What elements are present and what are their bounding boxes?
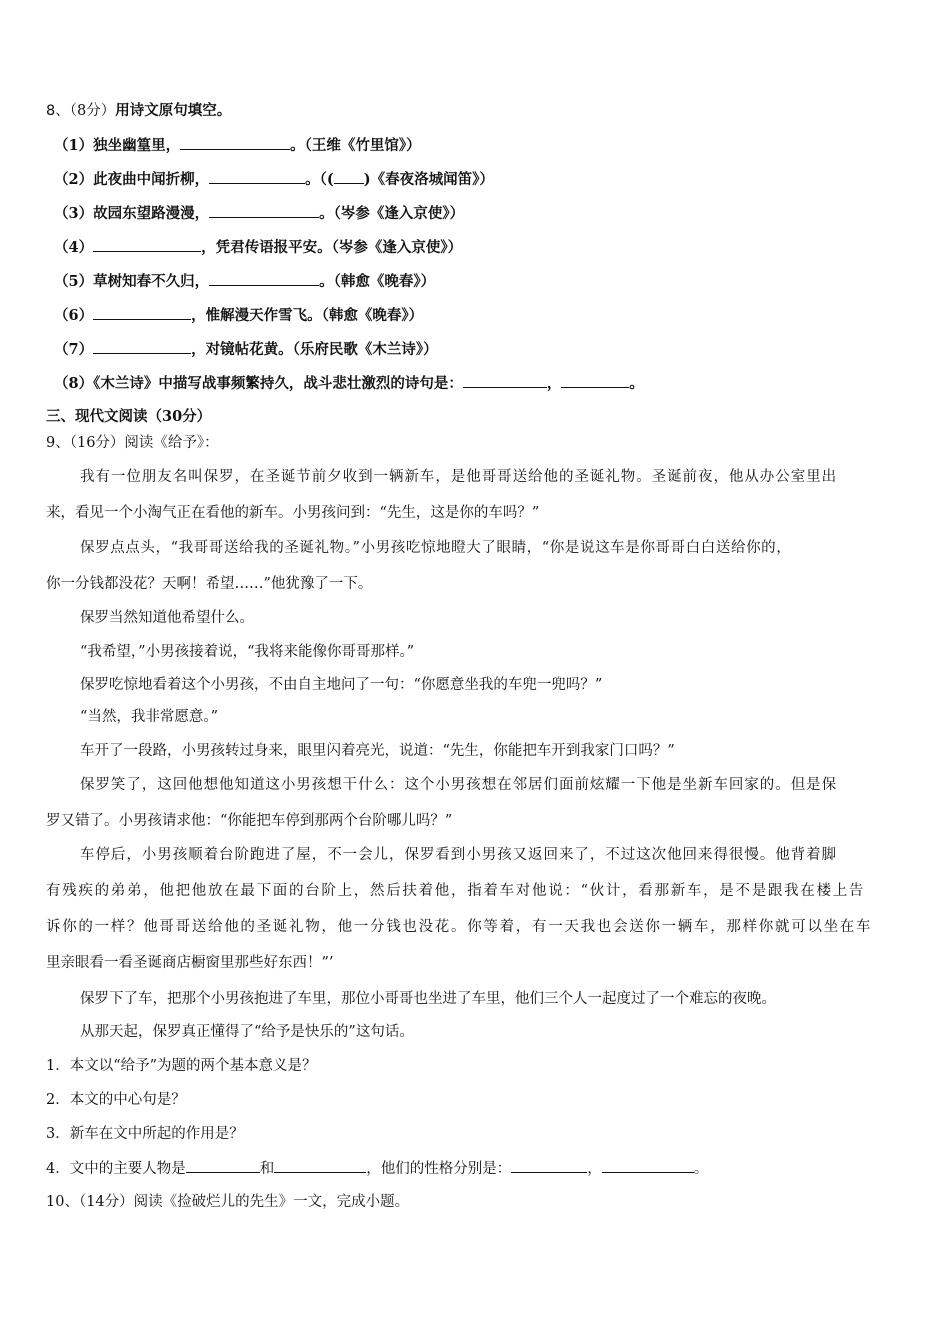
passage-line: 你一分钱都没花？天啊！希望……”他犹豫了一下。 [46, 576, 373, 592]
answer-blank[interactable] [93, 305, 191, 320]
q8-instruction: 用诗文原句填空。 [115, 102, 232, 119]
answer-blank[interactable] [180, 135, 290, 150]
q10-header: 10、（14分）阅读《捡破烂儿的先生》一文，完成小题。 [46, 1194, 410, 1210]
q8-score: （8分） [69, 103, 116, 119]
q8-item-3: （3）故园东望路漫漫， 。（岑参《逢入京使》） [54, 205, 465, 222]
q8-item-8: （8）《木兰诗》中描写战事频繁持久，战斗悲壮激烈的诗句是： ， 。 [54, 375, 644, 392]
passage-line: 保罗当然知道他希望什么。 [80, 610, 254, 626]
q8-item-2: （2）此夜曲中闻折柳， 。（( )《春夜洛城闻笛》） [54, 171, 494, 188]
passage-line: 从那天起，保罗真正懂得了“给予是快乐的”这句话。 [80, 1024, 414, 1040]
passage-line: 诉你的一样？他哥哥送给他的圣诞礼物，他一分钱也没花。你等着，有一天我也会送你一辆车，那样你就可以坐在车 [46, 919, 873, 935]
passage-line: 车开了一段路，小男孩转过身来，眼里闪着亮光，说道：“先生，你能把车开到我家门口吗？” [80, 743, 675, 759]
q9-header: 9、（16分）阅读《给予》： [46, 435, 219, 451]
answer-blank[interactable] [561, 373, 629, 388]
passage-line: 来，看见一个小淘气正在看他的新车。小男孩问到：“先生，这是你的车吗？” [46, 505, 540, 521]
passage-line: 保罗下了车，把那个小男孩抱进了车里，那位小哥哥也坐进了车里，他们三个人一起度过了一个难忘的夜晚。 [80, 991, 776, 1007]
passage-line: 车停后，小男孩顺着台阶跑进了屋，不一会儿，保罗看到小男孩又返回来了，不过这次他回来得很慢。他背着脚 [80, 847, 838, 863]
answer-blank[interactable] [209, 169, 305, 184]
passage-line: 保罗点点头，“我哥哥送给我的圣诞礼物。”小男孩吃惊地瞪大了眼睛，“你是说这车是你哥哥白白送给你的， [80, 540, 792, 556]
q9-question-2: 2．本文的中心句是？ [46, 1092, 186, 1108]
answer-blank[interactable] [209, 203, 319, 218]
passage-line: 有残疾的弟弟，他把他放在最下面的台阶上，然后扶着他，指着车对他说：“伙计，看那新车，是不是跟我在楼上告 [46, 883, 866, 899]
q8-item-6: （6） ，惟解漫天作雪飞。（韩愈《晚春》） [54, 307, 424, 324]
answer-blank[interactable] [93, 339, 191, 354]
q8-item-4: （4） ，凭君传语报平安。（岑参《逢入京使》） [54, 239, 463, 256]
answer-blank[interactable] [274, 1158, 366, 1173]
passage-line: 里亲眼看一看圣诞商店橱窗里那些好东西！”’ [46, 955, 334, 971]
passage-line: 保罗吃惊地看着这个小男孩，不由自主地问了一句：“你愿意坐我的车兜一兜吗？” [80, 677, 603, 693]
answer-blank[interactable] [463, 373, 547, 388]
section-heading: 三、现代文阅读（30分） [46, 408, 212, 425]
q8-item-1: （1）独坐幽篁里， 。（王维《竹里馆》） [54, 137, 421, 154]
q9-question-3: 3．新车在文中所起的作用是？ [46, 1126, 244, 1142]
answer-blank[interactable] [511, 1158, 587, 1173]
answer-blank[interactable] [334, 169, 364, 184]
passage-line: 我有一位朋友名叫保罗，在圣诞节前夕收到一辆新车，是他哥哥送给他的圣诞礼物。圣诞前夜，他从办公室里出 [80, 469, 838, 485]
q8-number: 8、 [46, 103, 70, 119]
answer-blank[interactable] [186, 1158, 260, 1173]
passage-line: “我希望，”小男孩接着说，“我将来能像你哥哥那样。” [80, 644, 415, 660]
q8-item-7: （7） ，对镜帖花黄。（乐府民歌《木兰诗》） [54, 341, 438, 358]
answer-blank[interactable] [602, 1158, 694, 1173]
q9-question-4: 4．文中的主要人物是 和 ，他们的性格分别是： ， 。 [46, 1158, 708, 1179]
passage-line: 罗又错了。小男孩请求他：“你能把车停到那两个台阶哪儿吗？” [46, 813, 453, 829]
answer-blank[interactable] [209, 271, 319, 286]
q8-item-5: （5）草树知春不久归， 。（韩愈《晚春》） [54, 273, 436, 290]
passage-line: “当然，我非常愿意。” [80, 709, 219, 725]
q8-header [46, 101, 231, 121]
q9-question-1: 1．本文以“给予”为题的两个基本意义是？ [46, 1058, 317, 1074]
passage-line: 保罗笑了，这回他想他知道这小男孩想干什么：这个小男孩想在邻居们面前炫耀一下他是坐新车回家的。但是保 [80, 777, 838, 793]
answer-blank[interactable] [93, 237, 201, 252]
